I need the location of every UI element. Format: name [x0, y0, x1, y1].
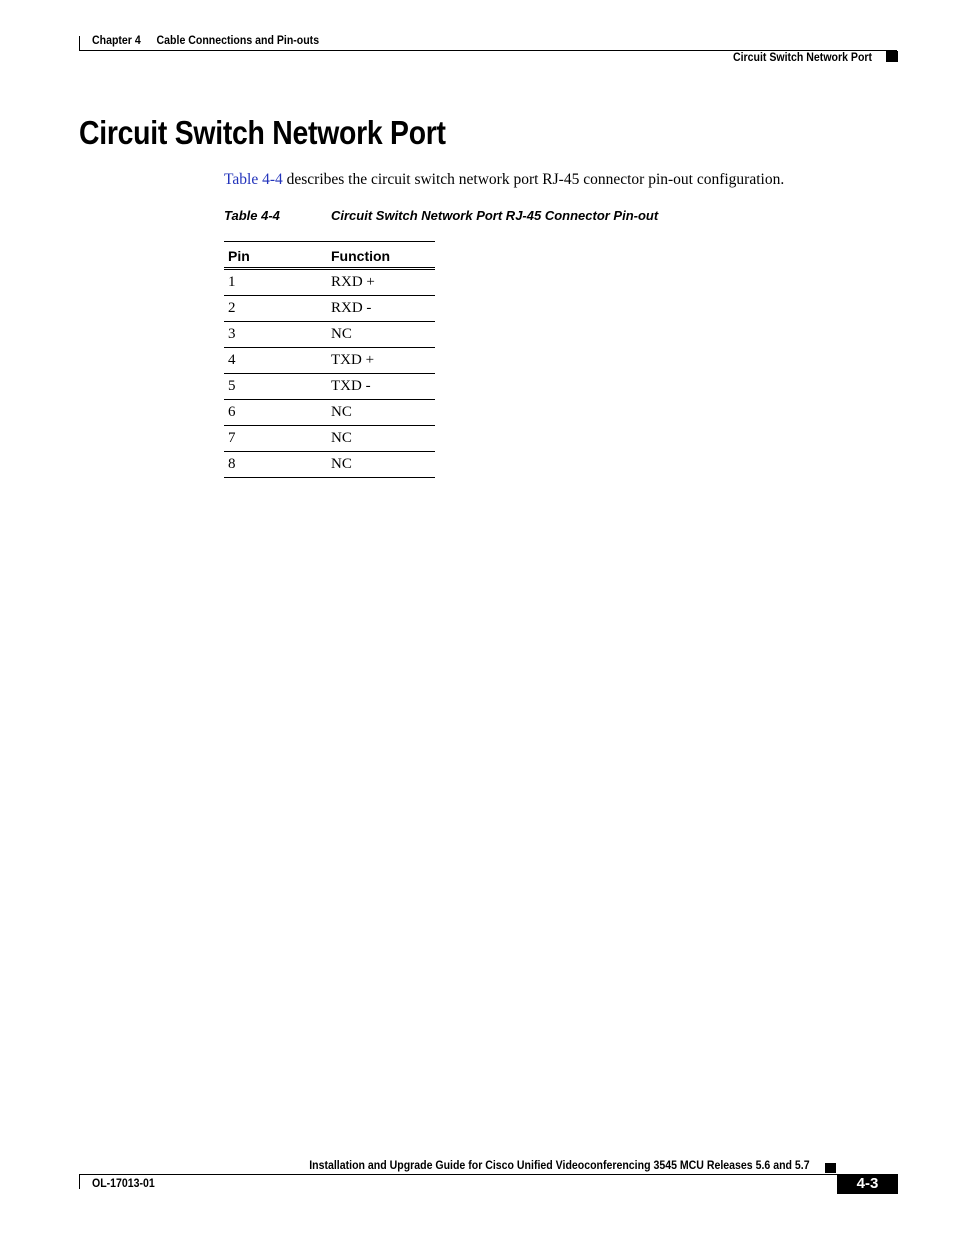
- table-row: [224, 269, 435, 296]
- pin-cell: 2: [224, 296, 327, 322]
- footer-guide-title: Installation and Upgrade Guide for Cisco Unified Videoconferencing 3545 MCU Releases 5.6 and 5.7: [309, 1158, 810, 1172]
- footer-doc-number: OL-17013-01: [92, 1176, 155, 1190]
- table-caption: [224, 208, 658, 223]
- function-cell: TXD +: [327, 348, 435, 374]
- column-header-pin: Pin: [224, 242, 327, 269]
- function-cell: NC: [327, 452, 435, 478]
- pin-cell: 3: [224, 322, 327, 348]
- footer-marker-block: [825, 1163, 836, 1173]
- page-number: 4-3: [837, 1174, 898, 1194]
- function-cell: RXD -: [327, 296, 435, 322]
- footer-rule: [79, 1174, 897, 1175]
- table-row: [224, 452, 435, 478]
- pin-cell: 6: [224, 400, 327, 426]
- table-row: [224, 296, 435, 322]
- function-cell: NC: [327, 426, 435, 452]
- pin-cell: 8: [224, 452, 327, 478]
- running-header-chapter: [92, 33, 319, 47]
- table-header-row: [224, 242, 435, 269]
- pin-cell: 4: [224, 348, 327, 374]
- function-cell: NC: [327, 322, 435, 348]
- chapter-title: Cable Connections and Pin-outs: [156, 33, 320, 47]
- pin-cell: 7: [224, 426, 327, 452]
- pinout-table: [224, 241, 435, 478]
- chapter-number: Chapter 4: [92, 33, 141, 47]
- function-cell: RXD +: [327, 269, 435, 296]
- table-row: [224, 400, 435, 426]
- intro-paragraph: [224, 171, 784, 189]
- footer-left-rule: [79, 1174, 80, 1189]
- table-row: [224, 426, 435, 452]
- header-marker-block: [886, 51, 898, 62]
- table-row: [224, 348, 435, 374]
- table-row: [224, 374, 435, 400]
- intro-text: describes the circuit switch network port RJ-45 connector pin-out configuration.: [282, 171, 785, 188]
- table-caption-number: Table 4-4: [224, 208, 280, 223]
- column-header-function: Function: [327, 242, 435, 269]
- pin-cell: 1: [224, 269, 327, 296]
- header-left-rule: [79, 36, 80, 51]
- table-caption-title: Circuit Switch Network Port RJ-45 Connector Pin-out: [331, 208, 659, 223]
- function-cell: TXD -: [327, 374, 435, 400]
- pin-cell: 5: [224, 374, 327, 400]
- table-reference-link[interactable]: Table 4-4: [224, 171, 283, 188]
- function-cell: NC: [327, 400, 435, 426]
- table-row: [224, 322, 435, 348]
- page-title: Circuit Switch Network Port: [79, 114, 446, 151]
- running-header-section: Circuit Switch Network Port: [732, 50, 872, 64]
